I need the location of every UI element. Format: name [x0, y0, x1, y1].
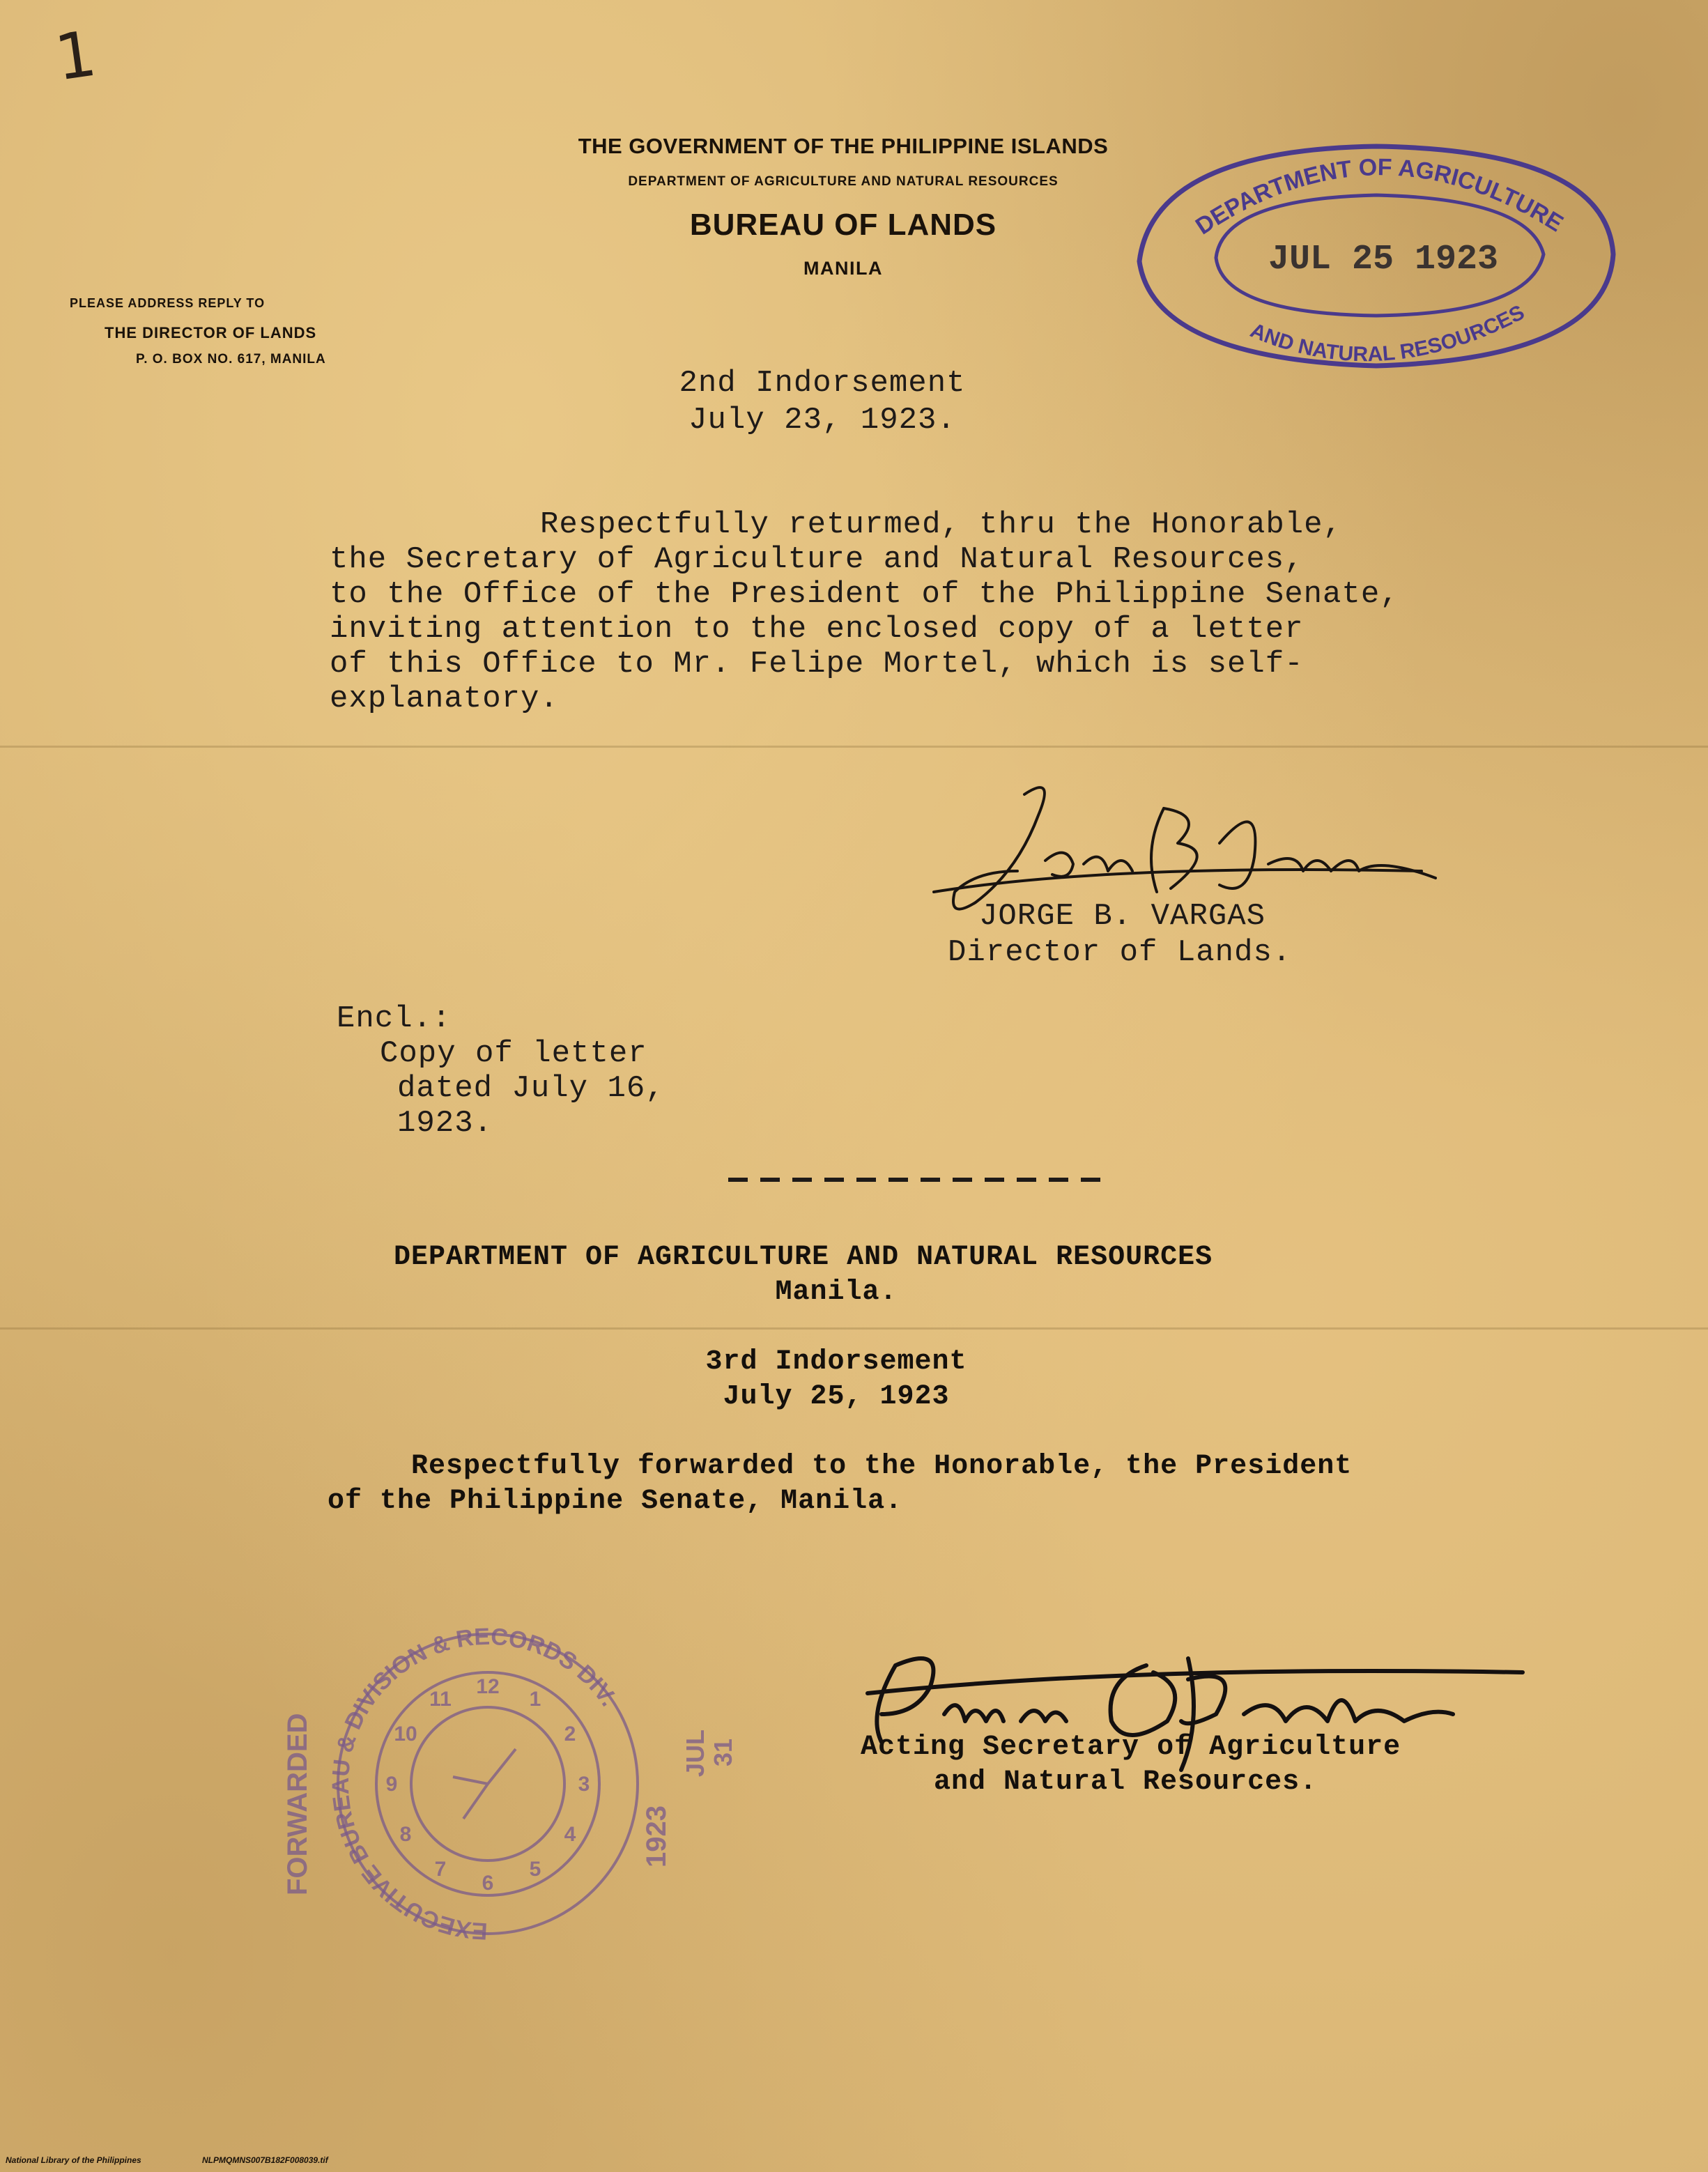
- section-divider: [728, 1178, 1105, 1182]
- clock-number: 12: [476, 1675, 500, 1698]
- second-indorsement-date: July 23, 1923.: [688, 403, 956, 438]
- acting-secretary-title-line1: Acting Secretary of Agriculture: [861, 1732, 1401, 1763]
- third-indorsement-heading: 3rd Indorsement: [705, 1346, 967, 1378]
- forwarded-stamp-year: 1923: [641, 1805, 672, 1867]
- forwarded-stamp-day: 31: [709, 1738, 737, 1766]
- clock-number: 8: [399, 1823, 412, 1846]
- clock-number: 10: [394, 1723, 417, 1746]
- enclosure-line: dated July 16,: [397, 1071, 665, 1106]
- paper-fold: [0, 746, 1708, 748]
- enclosure-label: Encl.:: [337, 1001, 452, 1036]
- received-stamp-bottom-text: AND NATURAL RESOURCES: [1247, 300, 1529, 367]
- clock-number: 1: [529, 1688, 541, 1711]
- reply-address-line3: P. O. BOX NO. 617, MANILA: [136, 352, 326, 367]
- clock-number: 9: [385, 1773, 398, 1796]
- third-indorsement-department: DEPARTMENT OF AGRICULTURE AND NATURAL RESOURCES: [394, 1242, 1213, 1273]
- clock-number: 7: [434, 1858, 447, 1881]
- third-indorsement-line: Respectfully forwarded to the Honorable, the President: [411, 1451, 1353, 1482]
- signer-name: JORGE B. VARGAS: [979, 899, 1266, 934]
- letterhead-department: DEPARTMENT OF AGRICULTURE AND NATURAL RESOURCES: [628, 174, 1059, 189]
- footer-library: National Library of the Philippines: [6, 2155, 141, 2165]
- letterhead-government: THE GOVERNMENT OF THE PHILIPPINE ISLANDS: [578, 134, 1109, 158]
- clock-number: 2: [564, 1723, 576, 1746]
- second-indorsement-line: of this Office to Mr. Felipe Mortel, which is self-: [330, 647, 1304, 681]
- clock-number: 6: [482, 1872, 494, 1895]
- forwarded-stamp-month: JUL: [681, 1729, 709, 1777]
- second-indorsement-line: to the Office of the President of the Philippine Senate,: [330, 577, 1399, 612]
- clock-number: 11: [429, 1688, 452, 1711]
- third-indorsement-line: of the Philippine Senate, Manila.: [328, 1486, 903, 1517]
- reply-address-line2: THE DIRECTOR OF LANDS: [105, 324, 317, 341]
- page-mark: 1: [50, 17, 101, 95]
- received-stamp: [1125, 129, 1627, 380]
- received-stamp-top-text: DEPARTMENT OF AGRICULTURE: [1191, 154, 1568, 240]
- footer-file-id: NLPMQMNS007B182F008039.tif: [202, 2155, 328, 2165]
- signer-title: Director of Lands.: [948, 935, 1292, 970]
- clock-number: 3: [578, 1773, 590, 1796]
- clock-number: 4: [564, 1823, 576, 1846]
- forwarded-stamp-ring-text: EXECUTIVE BUREAU & DIVISION & RECORDS DIV.: [327, 1623, 622, 1945]
- forwarded-stamp: [279, 1617, 739, 1944]
- second-indorsement-line: explanatory.: [330, 681, 559, 716]
- letterhead-city: MANILA: [803, 258, 883, 279]
- second-indorsement-line: Respectfully returmed, thru the Honorable,: [540, 507, 1342, 542]
- enclosure-line: 1923.: [397, 1106, 493, 1141]
- second-indorsement-heading: 2nd Indorsement: [679, 366, 966, 401]
- paper-fold: [0, 1327, 1708, 1330]
- acting-secretary-title-line2: and Natural Resources.: [934, 1766, 1318, 1798]
- reply-address-line1: PLEASE ADDRESS REPLY TO: [70, 296, 266, 310]
- third-indorsement-date: July 25, 1923: [723, 1381, 950, 1412]
- second-indorsement-line: the Secretary of Agriculture and Natural Resources,: [330, 542, 1304, 577]
- second-indorsement-line: inviting attention to the enclosed copy of a letter: [330, 612, 1304, 647]
- forwarded-stamp-left-text: FORWARDED: [282, 1713, 313, 1895]
- clock-number: 5: [529, 1858, 541, 1881]
- letterhead-bureau: BUREAU OF LANDS: [689, 208, 997, 242]
- enclosure-line: Copy of letter: [380, 1036, 647, 1071]
- third-indorsement-city: Manila.: [775, 1277, 898, 1308]
- received-stamp-date: JUL 25 1923: [1268, 240, 1499, 279]
